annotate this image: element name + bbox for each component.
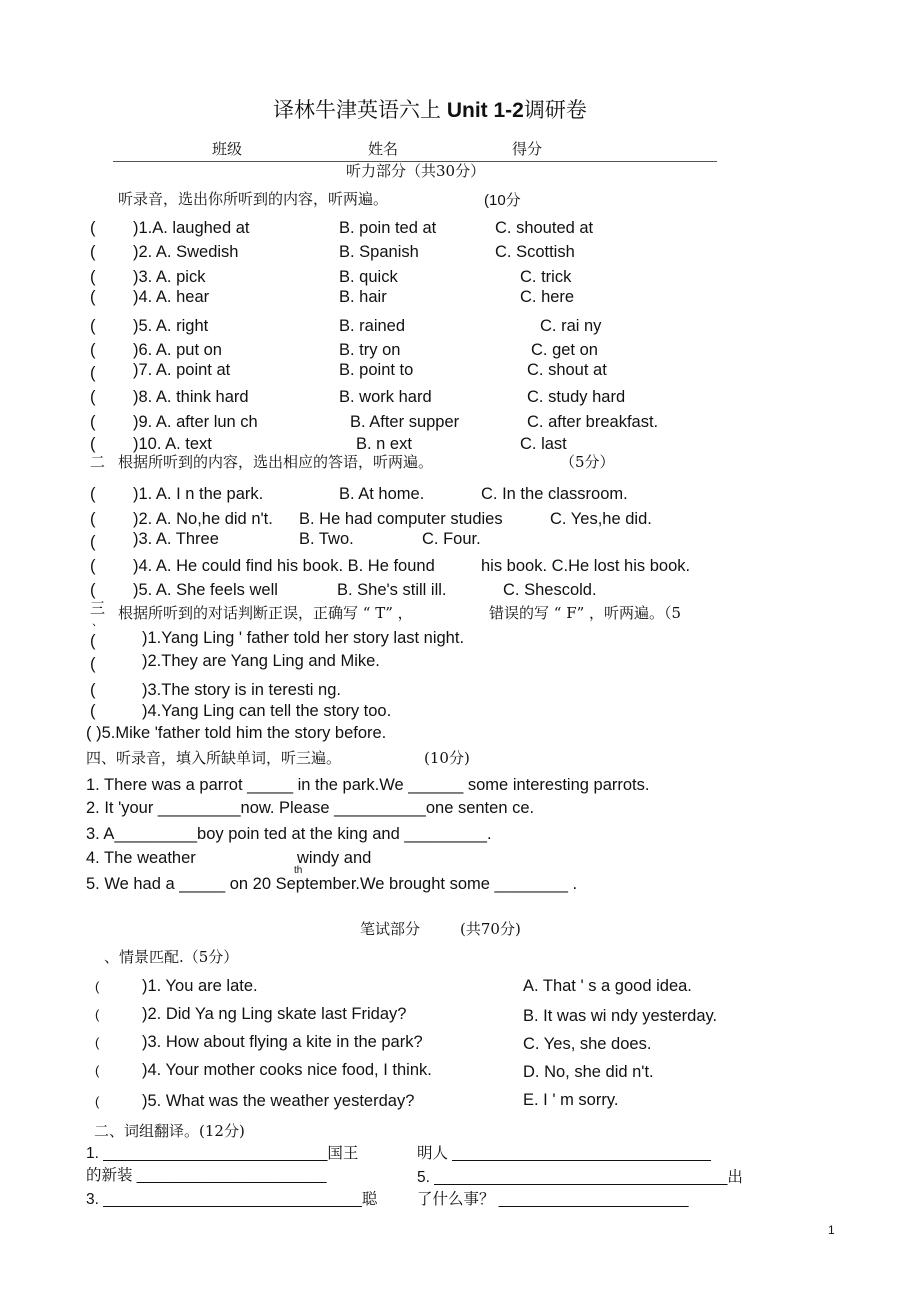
question: )2. Did Ya ng Ling skate last Friday? [142,1005,407,1023]
answer-option: D. No, she did n't. [523,1063,654,1081]
answer-paren: ( [90,388,96,406]
answer-paren: ( [90,219,96,237]
question: )4. A. He could find his book. B. He found [133,557,435,575]
statement: )3.The story is in teresti ng. [142,681,341,699]
answer-paren: ( [90,702,96,720]
fill-line: 3. A_________boy poin ted at the king and _________. [86,825,492,843]
answer-paren: ( [90,243,96,261]
part4-instruction: 四、听录音，填入所缺单词，听三遍。 [86,749,342,767]
title-unit: Unit 1-2 [446,99,524,122]
translation-line-3b: 了什么事？ ______________________ [417,1191,689,1208]
question: )3. A. Three [133,530,219,548]
option-c: C. rai ny [540,317,602,335]
answer-paren: ( [95,1035,100,1050]
option-c: C. trick [520,268,572,286]
option-c: C. get on [531,341,598,359]
question: )1.A. laughed at [133,219,250,237]
writing-points: (共70分) [460,920,521,938]
page-number: 1 [828,1223,835,1237]
option-c: C. here [520,288,575,306]
option-c: C. last [520,435,567,453]
class-label: 班级 [212,140,243,158]
option-c: C. after breakfast. [527,413,659,431]
question: )5. A. She feels well [133,581,278,599]
question: )4. A. hear [133,288,210,306]
option-c: C. Scottish [495,243,575,261]
page-title [273,100,587,121]
part2-points: （5分） [560,453,615,471]
option-c: C. Yes,he did. [550,510,652,528]
translation-line-2b: 5. __________________________________出 [417,1169,743,1186]
matching-instruction: 、情景匹配.（5分） [104,948,239,966]
option-b: B. try on [339,341,401,359]
answer-paren: ( [95,1094,100,1109]
option-b: B. work hard [339,388,432,406]
part2-instruction: 根据所听到的内容，选出相应的答语，听两遍。 [118,453,434,471]
question: )1. A. I n the park. [133,485,264,503]
part3-instruction: 根据所听到的对话判断正误，正确写 “ T” ， [118,604,413,622]
option-b: B. hair [339,288,387,306]
option-b: B. rained [339,317,406,335]
statement: )2.They are Yang Ling and Mike. [142,652,380,670]
translation-line-1a: 1. __________________________国王 [86,1145,359,1162]
part1-points: (10分 [484,192,521,209]
part4-points: (10分) [424,749,470,767]
question: )5. A. right [133,317,209,335]
translation-line-1b: 明人 ______________________________ [417,1145,711,1162]
statement: ( )5.Mike 'father told him the story before. [86,724,387,742]
answer-paren: ( [90,341,96,359]
name-label: 姓名 [368,140,399,158]
statement: )4.Yang Ling can tell the story too. [142,702,392,720]
question: )3. How about flying a kite in the park? [142,1033,423,1051]
question: )2. A. No,he did n't. [133,510,273,528]
option-b: B. He had computer studies [299,510,503,528]
fill-line: 1. There was a parrot _____ in the park.We ______ some interesting parrots. [86,776,650,794]
answer-paren: ( [90,632,96,650]
question: )5. What was the weather yesterday? [142,1092,415,1110]
option-b: B. n ext [356,435,412,453]
answer-paren: ( [90,557,96,575]
part2-number: 二 [90,453,106,471]
translation-line-3a: 3. ______________________________聪 [86,1191,378,1208]
answer-paren: ( [90,288,96,306]
option-b: his book. C.He lost his book. [481,557,691,575]
option-b: B. Two. [299,530,354,548]
question: )3. A. pick [133,268,206,286]
answer-paren: ( [90,655,96,673]
answer-paren: ( [90,581,96,599]
option-b: B. poin ted at [339,219,437,237]
option-c: C. shout at [527,361,607,379]
option-c: C. Shescold. [503,581,597,599]
answer-paren: ( [90,485,96,503]
option-c: C. shouted at [495,219,594,237]
option-c: C. study hard [527,388,626,406]
answer-paren: ( [90,533,96,551]
question: )10. A. text [133,435,212,453]
writing-heading: 笔试部分 [360,920,421,938]
question: )7. A. point at [133,361,231,379]
fill-line: 4. The weather [86,849,196,867]
option-b: B. quick [339,268,398,286]
answer-paren: ( [90,510,96,528]
option-b: B. At home. [339,485,425,503]
fill-line-continued: windy and [297,849,372,867]
answer-paren: ( [95,1007,100,1022]
option-b: B. After supper [350,413,460,431]
title-suffix: 调研卷 [523,98,587,122]
answer-option: A. That ' s a good idea. [523,977,692,995]
statement: )1.Yang Ling ' father told her story last night. [142,629,465,647]
answer-paren: ( [90,681,96,699]
question: )8. A. think hard [133,388,249,406]
answer-paren: ( [90,435,96,453]
question: )4. Your mother cooks nice food, I think. [142,1061,432,1079]
answer-paren: ( [95,1063,100,1078]
option-b: B. She's still ill. [337,581,447,599]
part3-instruction-2: 错误的写 “ F” ，听两遍。（5 [489,604,682,622]
translation-line-2a: 的新装 ______________________ [86,1167,327,1184]
score-label: 得分 [512,140,543,158]
title-cn: 译林牛津英语六上 [273,98,441,122]
listening-heading: 听力部分（共30分） [346,162,486,180]
option-b: B. Spanish [339,243,419,261]
question: )1. You are late. [142,977,258,995]
answer-paren: ( [90,317,96,335]
fill-line: 5. We had a _____ on 20 September.We brought some ________ . [86,875,578,893]
option-c: C. Four. [422,530,481,548]
part3-number-mark: 、 [92,615,103,628]
option-b: B. point to [339,361,414,379]
part3-number: 三 [90,599,106,617]
question: )9. A. after lun ch [133,413,258,431]
option-c: C. In the classroom. [481,485,628,503]
answer-option: E. I ' m sorry. [523,1091,619,1109]
answer-paren: ( [90,268,96,286]
superscript-th: th [294,865,303,876]
question: )2. A. Swedish [133,243,239,261]
answer-paren: ( [90,413,96,431]
answer-paren: ( [90,364,96,382]
question: )6. A. put on [133,341,222,359]
translation-instruction: 二、词组翻译。(12分) [94,1122,245,1140]
answer-paren: ( [95,979,100,994]
answer-option: B. It was wi ndy yesterday. [523,1007,718,1025]
fill-line: 2. It 'your _________now. Please __________one senten ce. [86,799,535,817]
answer-option: C. Yes, she does. [523,1035,652,1053]
part1-instruction: 听录音，选出你所听到的内容，听两遍。 [118,190,389,208]
